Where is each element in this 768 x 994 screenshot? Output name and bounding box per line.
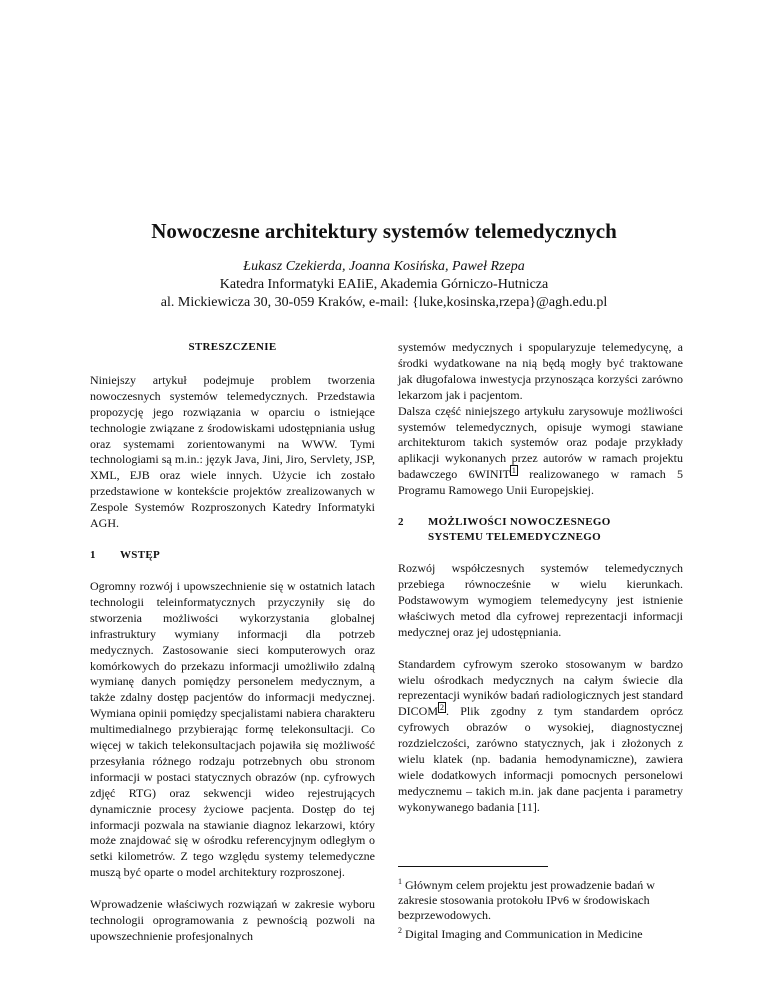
author-list: Łukasz Czekierda, Joanna Kosińska, Paweł Rzepa (243, 259, 525, 274)
affiliation: Katedra Informatyki EAIiE, Akademia Górniczo-Hutnicza (219, 277, 549, 292)
section-1-title: WSTĘP (120, 548, 161, 561)
footnotes (398, 874, 688, 942)
paper-title: Nowoczesne architektury systemów telemedycznych (151, 219, 617, 243)
section-1-number: 1 (90, 548, 96, 561)
section-2-number: 2 (398, 516, 404, 529)
left-column (90, 340, 375, 945)
footnote-divider (398, 866, 548, 867)
section-2-paragraph-2-tail: . Plik zgodny z tym standardem oprócz cyfrowych obrazów o wysokiej, diagnostycznej rozdzielczości, zarówno statycznych, jak i złożonych z wielu klatek (np. badania hemodynamiczne), zawiera wiele dodatkowych informacji pomocnych personelowi medycznemu – takich m.in. jak dane pacjenta i parametry wykonywanego badania [11]. (398, 704, 683, 814)
abstract-heading: STRESZCZENIE (188, 341, 277, 353)
footnote-2-mark: 2 (398, 926, 402, 935)
section-2-heading (398, 515, 683, 545)
section-1-paragraph-2-continued: systemów medycznych i spopularyzuje telemedycynę, a środki wydatkowane na nią będą mogły być traktowane jak długofalowa inwestycja przynosząca korzyści zarówno lekarzom jak i pacjentom. (398, 340, 683, 402)
section-1-paragraph-3-text: Dalsza część niniejszego artykułu zarysowuje możliwości systemów telemedycznych, opisuje wymogi stawiane architekturom takich systemów oraz podaje przykłady aplikacji wykonanych przez autorów w ramach projektu badawczego 6WINIT (398, 403, 683, 482)
section-2-title-line-1: MOŻLIWOŚCI NOWOCZESNEGO (428, 516, 611, 529)
section-1-paragraph-1: Ogromny rozwój i upowszechnienie się w ostatnich latach technologii teleinformatycznych przyczyniły się do stworzenia możliwości wykorzystania globalnej infrastruktury wymiany informacji dla potrzeb medycznych. Zastosowanie sieci komputerowych oraz komórkowych do przekazu informacji umożliwiło zdalną wymianę danych pomiędzy personelem medycznym, a także zdalny dostęp pacjentów do informacji medycznej. Wymiana opinii pomiędzy specjalistami nabiera charakteru multimedialnego przybierając formę telekonsultacji. Co więcej w takich telekonsultacjach pojawiła się możliwość przesyłania różnego rodzaju potrzebnych obu stronom informacji w postaci statycznych obrazów (np. cyfrowych zdjęć RTG) oraz sekwencji wideo rejestrujących dynamicznie procesy życiowe pacjenta. Dostęp do tej informacji pozwala na stawianie diagnoz lekarzowi, który może znajdować się w ośrodku referencyjnym odległym o setki kilometrów. Z tego względu systemy telemedyczne muszą być oparte o model architektury rozproszonej. (90, 578, 375, 880)
abstract-text: Niniejszy artykuł podejmuje problem tworzenia nowoczesnych systemów telemedycznych. Przedstawia propozycję jego rozwiązania w oparciu o istniejące technologie związane z środowiskami udostępniania usług oraz systemami zorientowanymi na WWW. Tymi technologiami są m.in.: język Java, Jini, Jiro, Servlety, JSP, XML, EJB oraz wiele innych. Użycie ich zostało przedstawione w kontekście projektów zrealizowanych w Zespole Systemów Rozproszonych Katedry Informatyki AGH. (90, 372, 375, 531)
section-1-paragraph-3-tail: realizowanego w ramach 5 Programu Ramowego Unii Europejskiej. (398, 467, 683, 498)
section-2-paragraph-1: Rozwój współczesnych systemów telemedycznych przebiega równocześnie w wielu kierunkach. Podstawowym wymogiem telemedycyny jest istnienie właściwych metod dla cyfrowej reprezentacji informacji medycznej oraz jej udostępniania. (398, 561, 683, 639)
footnote-2 (398, 923, 688, 942)
section-2-paragraph-2-text: Standardem cyfrowym szeroko stosowanym w bardzo wielu ośrodkach medycznych na całym świecie dla reprezentacji wyników badań radiologicznych jest standard DICOM (398, 656, 683, 719)
section-1-paragraph-3 (398, 404, 683, 499)
footnote-2-reference[interactable]: 2 (440, 703, 445, 713)
footnote-1-reference[interactable]: 1 (511, 466, 516, 476)
section-1-paragraph-2-start: Wprowadzenie właściwych rozwiązań w zakresie wyboru technologii oprogramowania z pewnością pozwoli na upowszechnienie profesjonalnych (90, 897, 375, 943)
right-column (398, 340, 683, 816)
section-2-title-line-2: SYSTEMU TELEMEDYCZNEGO (428, 531, 601, 544)
section-2-paragraph-2 (398, 657, 683, 816)
footnote-1-mark: 1 (398, 877, 402, 886)
section-1-heading (90, 548, 375, 563)
footnote-2-text: Digital Imaging and Communication in Medicine (405, 927, 643, 941)
footnote-1-text: Głównym celem projektu jest prowadzenie badań w zakresie stosowania protokołu IPv6 w środowiskach bezprzewodowych. (398, 878, 655, 922)
footnote-1 (398, 874, 688, 923)
contact-address: al. Mickiewicza 30, 30-059 Kraków, e-mail: {luke,kosinska,rzepa}@agh.edu.pl (160, 295, 608, 310)
